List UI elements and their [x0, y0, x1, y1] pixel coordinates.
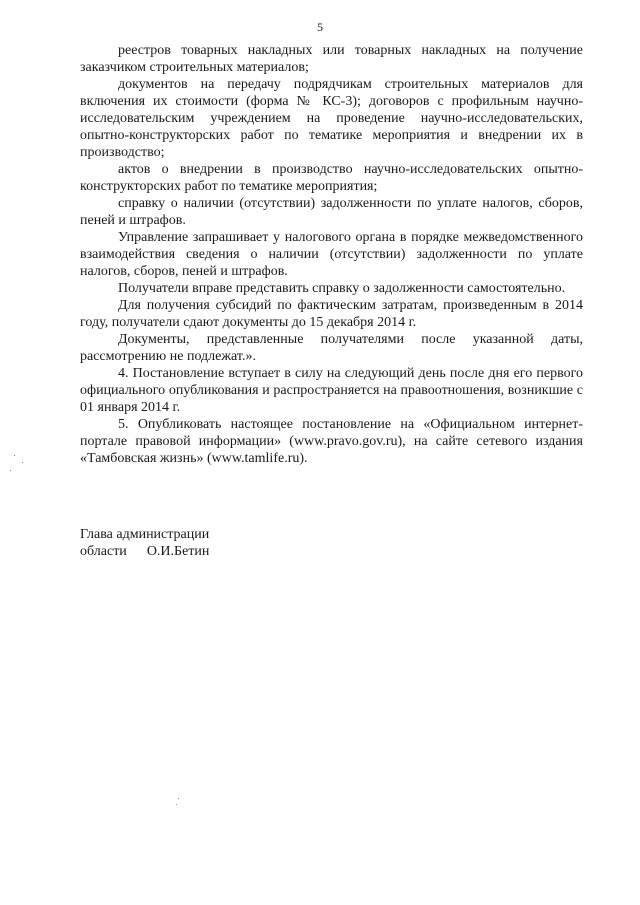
paragraph-transfer-documents: документов на передачу подрядчикам строительных материалов для включения их стоимости (форма № КС-3); договоров с профильным научно-исследовательским учреждением на проведение научно-исследовательских, опытно-конструкторских работ по тематике мероприятия и внедрении их в производство; — [80, 77, 583, 160]
paragraph-tax-certificate: справку о наличии (отсутствии) задолженности по уплате налогов, сборов, пеней и штрафов. — [80, 196, 583, 228]
scan-speck — [178, 798, 179, 799]
signature-position-line2 — [80, 543, 209, 560]
scan-speck — [14, 455, 15, 456]
paragraph-waybill-registers: реестров товарных накладных или товарных накладных на получение заказчиком строительных материалов; — [80, 43, 583, 75]
paragraph-publication: 5. Опубликовать настоящее постановление на «Официальном интернет-портале правовой информации» (www.pravo.gov.ru), на сайте сетевого издания «Тамбовская жизнь» (www.tamlife.ru). — [80, 417, 583, 466]
signature-name: О.И.Бетин — [146, 544, 210, 559]
document-body — [80, 42, 583, 467]
scan-speck — [176, 804, 177, 805]
paragraph-late-documents: Документы, представленные получателями после указанной даты, рассмотрению не подлежат.». — [80, 332, 583, 364]
paragraph-interagency-request: Управление запрашивает у налогового органа в порядке межведомственного взаимодействия сведения о наличии (отсутствии) задолженности по уплате налогов, сборов, пеней и штрафов. — [80, 230, 583, 279]
paragraph-self-submission: Получатели вправе представить справку о задолженности самостоятельно. — [118, 281, 566, 296]
scan-speck — [22, 462, 23, 463]
signature-position-region: области — [80, 544, 127, 559]
paragraph-entry-into-force: 4. Постановление вступает в силу на следующий день после дня его первого официального опубликования и распространяется на правоотношения, возникшие с 01 января 2014 г. — [80, 366, 583, 415]
signature-block — [80, 526, 209, 560]
signature-position-line1: Глава администрации — [80, 527, 210, 542]
page-number: 5 — [317, 20, 323, 34]
paragraph-2014-deadline: Для получения субсидий по фактическим затратам, произведенным в 2014 году, получатели сдают документы до 15 декабря 2014 г. — [80, 298, 583, 330]
scan-speck — [10, 470, 11, 471]
paragraph-implementation-acts: актов о внедрении в производство научно-исследовательских опытно-конструкторских работ по тематике мероприятия; — [80, 162, 583, 194]
